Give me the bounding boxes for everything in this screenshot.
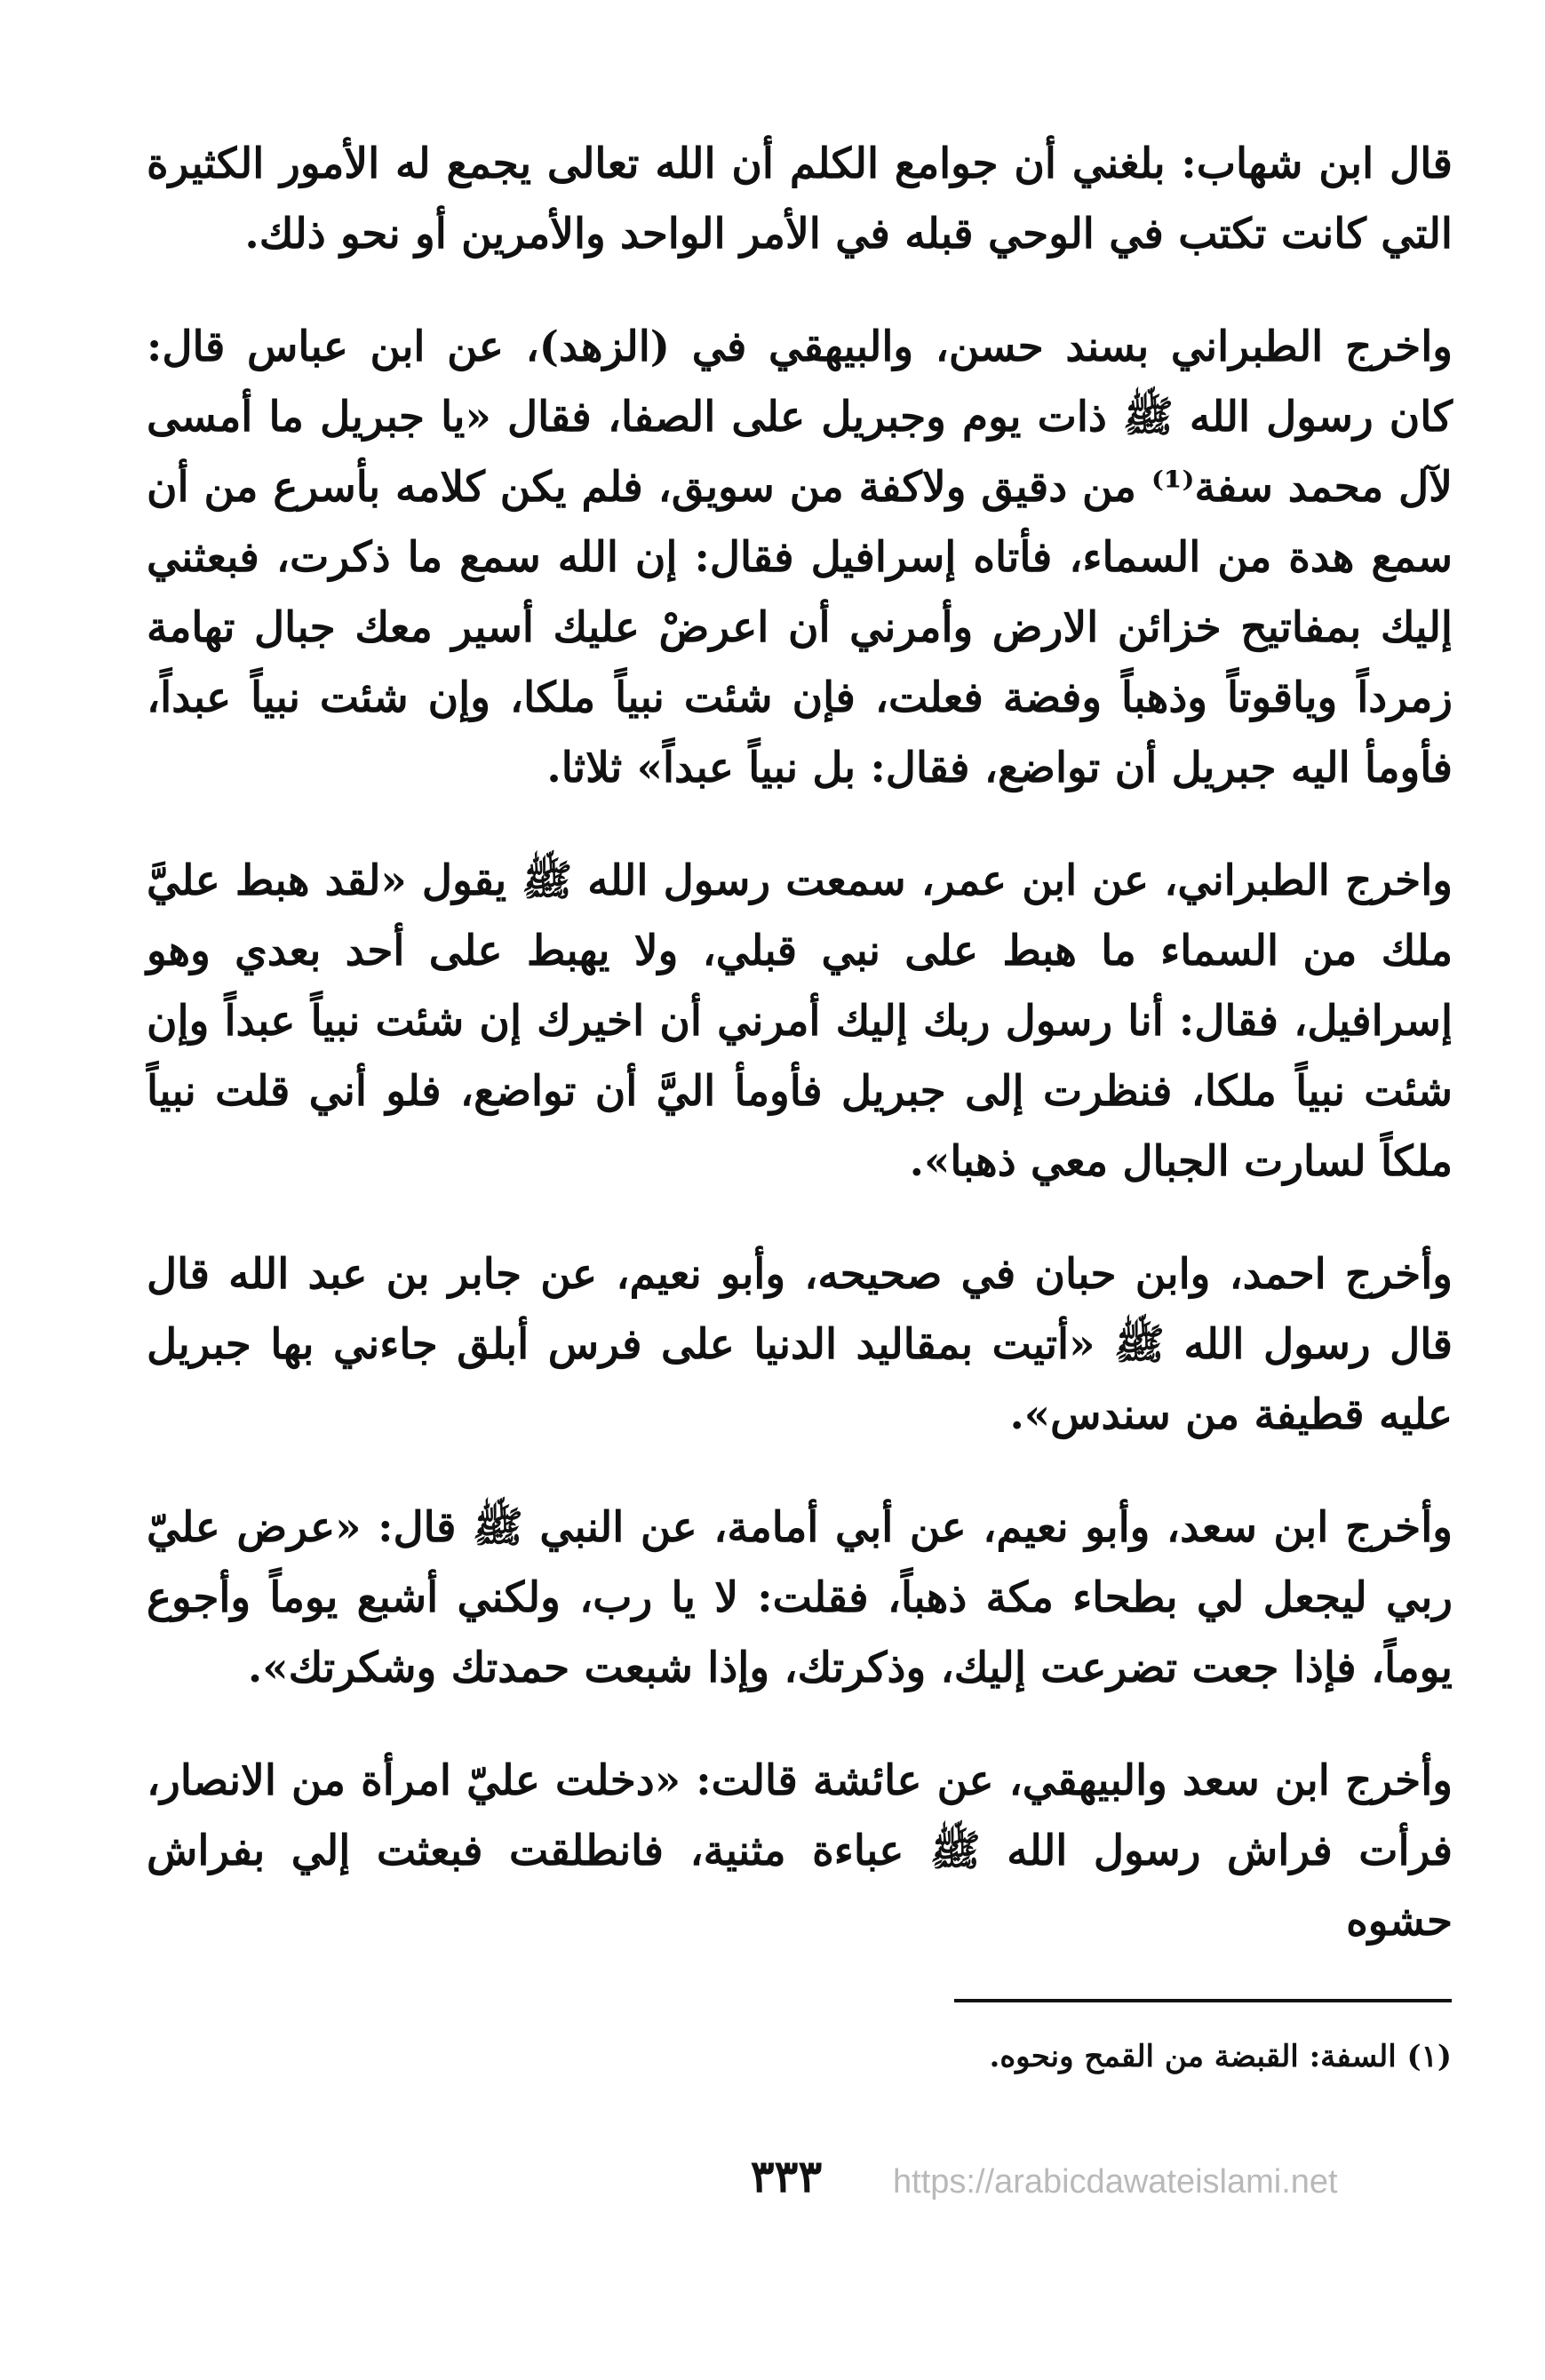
footnote-divider <box>954 1999 1452 2002</box>
paragraph-6: وأخرج ابن سعد والبيهقي، عن عائشة قالت: «دخلت عليّ امرأة من الانصار، فرأت فراش رسول الله ﷺ عباءة مثنية، فانطلقت فبعثت إلي بفراش حشوه <box>147 1756 1453 1946</box>
page-number: ٣٣٣ <box>750 2150 823 2202</box>
paragraph-2: واخرج الطبراني بسند حسن، والبيهقي في (الزهد)، عن ابن عباس قال: كان رسول الله ﷺ ذات يوم وجبريل على الصفا، فقال «يا جبريل ما أمسى لآل محمد سفة⁽¹⁾ من دقيق ولاكفة من سويق، فلم يكن كلامه بأسرع من أن سمع هدة من السماء، فأتاه إسرافيل فقال: إن الله سمع ما ذكرت، فبعثني إليك بمفاتيح خزائن الارض وأمرني أن اعرضْ عليك أسير معك جبال تهامة زمرداً وياقوتاً وذهباً وفضة فعلت، فإن شئت نبياً ملكا، وإن شئت نبياً عبداً، فأومأ اليه جبريل أن تواضع، فقال: بل نبياً عبداً» ثلاثا. <box>147 322 1453 792</box>
watermark-url: https://arabicdawateislami.net <box>893 2163 1338 2201</box>
main-text <box>147 129 1453 1956</box>
footnote: (١) السفة: القبضة من القمح ونحوه. <box>989 2039 1452 2074</box>
paragraph-3: واخرج الطبراني، عن ابن عمر، سمعت رسول الله ﷺ يقول «لقد هبط عليَّ ملك من السماء ما هبط على نبي قبلي، ولا يهبط على أحد بعدي وهو إسرافيل، فقال: أنا رسول ربك إليك أمرني أن اخيرك إن شئت نبياً عبداً وإن شئت نبياً ملكا، فنظرت إلى جبريل فأومأ اليَّ أن تواضع، فلو أني قلت نبياً ملكاً لسارت الجبال معي ذهبا». <box>147 856 1453 1186</box>
paragraph-4: وأخرج احمد، وابن حبان في صحيحه، وأبو نعيم، عن جابر بن عبد الله قال قال رسول الله ﷺ «أتيت بمقاليد الدنيا على فرس أبلق جاءني بها جبريل عليه قطيفة من سندس». <box>147 1250 1453 1439</box>
paragraph-5: وأخرج ابن سعد، وأبو نعيم، عن أبي أمامة، عن النبي ﷺ قال: «عرض عليّ ربي ليجعل لي بطحاء مكة ذهباً، فقلت: لا يا رب، ولكني أشبع يوماً وأجوع يوماً، فإذا جعت تضرعت إليك، وذكرتك، وإذا شبعت حمدتك وشكرتك». <box>147 1503 1453 1692</box>
paragraph-1: قال ابن شهاب: بلغني أن جوامع الكلم أن الله تعالى يجمع له الأمور الكثيرة التي كانت تكتب في الوحي قبله في الأمر الواحد والأمرين أو نحو ذلك. <box>147 139 1453 259</box>
